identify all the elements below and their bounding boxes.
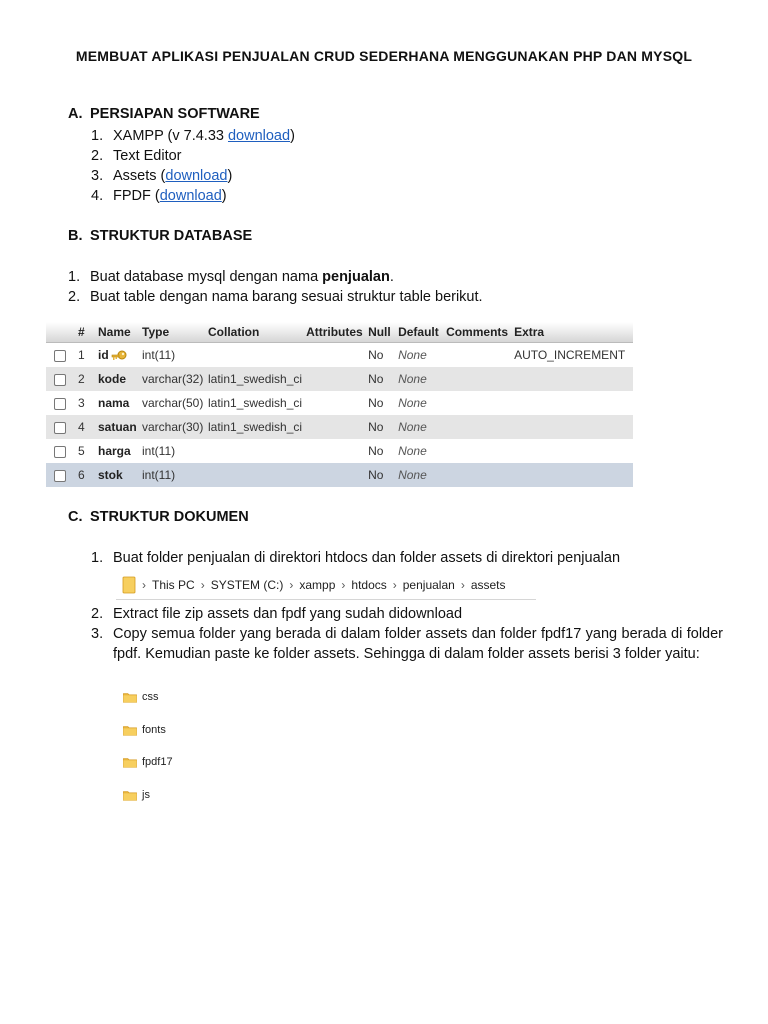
breadcrumb-assets[interactable]: assets	[470, 578, 506, 592]
folder-icon	[123, 757, 137, 768]
database-steps	[68, 267, 483, 307]
row-checkbox[interactable]	[54, 374, 66, 386]
primary-key-icon	[111, 350, 127, 362]
col-num: #	[76, 322, 96, 343]
chevron-right-icon: ›	[341, 578, 346, 592]
row-checkbox[interactable]	[54, 398, 66, 410]
col-collation[interactable]: Collation	[206, 322, 304, 343]
row-checkbox[interactable]	[54, 446, 66, 458]
folder-icon	[123, 725, 137, 736]
field-name: nama	[96, 391, 140, 415]
section-b-title: STRUKTUR DATABASE	[90, 228, 253, 244]
table-row[interactable]: 1 id int(11) No None AUTO_INCREMENT	[46, 343, 633, 368]
table-structure	[46, 322, 633, 487]
section-c-letter: C.	[68, 509, 83, 525]
folder-js[interactable]: js	[123, 789, 150, 801]
folder-icon	[122, 575, 136, 595]
chevron-right-icon: ›	[392, 578, 397, 592]
breadcrumb-this-pc[interactable]: This PC	[152, 578, 195, 592]
breadcrumb-xampp[interactable]: xampp	[299, 578, 336, 592]
explorer-path-bar[interactable]	[116, 571, 536, 600]
section-c-title: STRUKTUR DOKUMEN	[90, 509, 249, 525]
col-null[interactable]: Null	[366, 322, 396, 343]
table-row[interactable]: 4 satuan varchar(30) latin1_swedish_ci No None	[46, 415, 633, 439]
chevron-right-icon: ›	[289, 578, 294, 592]
field-name: kode	[96, 367, 140, 391]
field-name: satuan	[96, 415, 140, 439]
col-type[interactable]: Type	[140, 322, 206, 343]
folder-fonts[interactable]: fonts	[123, 724, 166, 736]
row-checkbox[interactable]	[54, 470, 66, 482]
folder-fpdf17[interactable]: fpdf17	[123, 756, 173, 768]
list-item: 2. Text Editor	[91, 148, 182, 164]
breadcrumb-penjualan[interactable]: penjualan	[402, 578, 455, 592]
breadcrumb-system-drive[interactable]: SYSTEM (C:)	[210, 578, 284, 592]
field-name: stok	[96, 463, 140, 487]
section-a-heading	[68, 106, 260, 122]
folder-icon	[123, 692, 137, 703]
section-c-heading	[68, 509, 249, 525]
col-extra[interactable]: Extra	[512, 322, 633, 343]
section-a-title: PERSIAPAN SOFTWARE	[90, 106, 260, 122]
list-item: 1. XAMPP (v 7.4.33 download)	[91, 128, 295, 144]
section-b-heading	[68, 228, 252, 244]
col-default[interactable]: Default	[396, 322, 444, 343]
breadcrumb-htdocs[interactable]: htdocs	[351, 578, 387, 592]
col-comments[interactable]: Comments	[444, 322, 512, 343]
list-item: 2. Extract file zip assets dan fpdf yang sudah didownload	[91, 606, 463, 622]
table-header-row	[46, 322, 633, 343]
list-item: 1. Buat database mysql dengan nama penjualan.	[68, 269, 394, 285]
col-attributes[interactable]: Attributes	[304, 322, 366, 343]
chevron-right-icon: ›	[200, 578, 205, 592]
fpdf-download-link[interactable]: download	[159, 188, 222, 204]
list-item: 1. Buat folder penjualan di direktori htdocs dan folder assets di direktori penjualan	[91, 550, 621, 566]
table-row[interactable]: 3 nama varchar(50) latin1_swedish_ci No None	[46, 391, 633, 415]
list-item: 3. Copy semua folder yang berada di dalam folder assets dan folder fpdf17 yang berada di folder fpdf. Kemudian paste ke folder assets. Sehingga di dalam folder assets berisi 3 folder yaitu:	[91, 626, 723, 662]
chevron-right-icon: ›	[460, 578, 465, 592]
folder-css[interactable]: css	[123, 691, 159, 703]
software-list	[91, 126, 295, 206]
table-row[interactable]: 5 harga int(11) No None	[46, 439, 633, 463]
document-title: MEMBUAT APLIKASI PENJUALAN CRUD SEDERHANA MENGGUNAKAN PHP DAN MYSQL	[75, 48, 693, 64]
list-item: 4. FPDF (download)	[91, 188, 227, 204]
xampp-download-link[interactable]: download	[227, 128, 291, 144]
section-b-letter: B.	[68, 228, 83, 244]
field-name: harga	[96, 439, 140, 463]
assets-download-link[interactable]: download	[165, 168, 228, 184]
row-checkbox[interactable]	[54, 422, 66, 434]
document-steps-1	[91, 548, 725, 568]
document-steps-2	[91, 604, 723, 664]
list-item: 3. Assets (download)	[91, 168, 233, 184]
table-row[interactable]: 2 kode varchar(32) latin1_swedish_ci No None	[46, 367, 633, 391]
row-checkbox[interactable]	[54, 350, 66, 362]
folder-icon	[123, 790, 137, 801]
list-item: 2. Buat table dengan nama barang sesuai struktur table berikut.	[68, 289, 483, 305]
section-a-letter: A.	[68, 106, 83, 122]
col-name[interactable]: Name	[96, 322, 140, 343]
chevron-right-icon: ›	[142, 578, 146, 592]
table-row[interactable]: 6 stok int(11) No None	[46, 463, 633, 487]
field-name: id	[98, 348, 109, 362]
